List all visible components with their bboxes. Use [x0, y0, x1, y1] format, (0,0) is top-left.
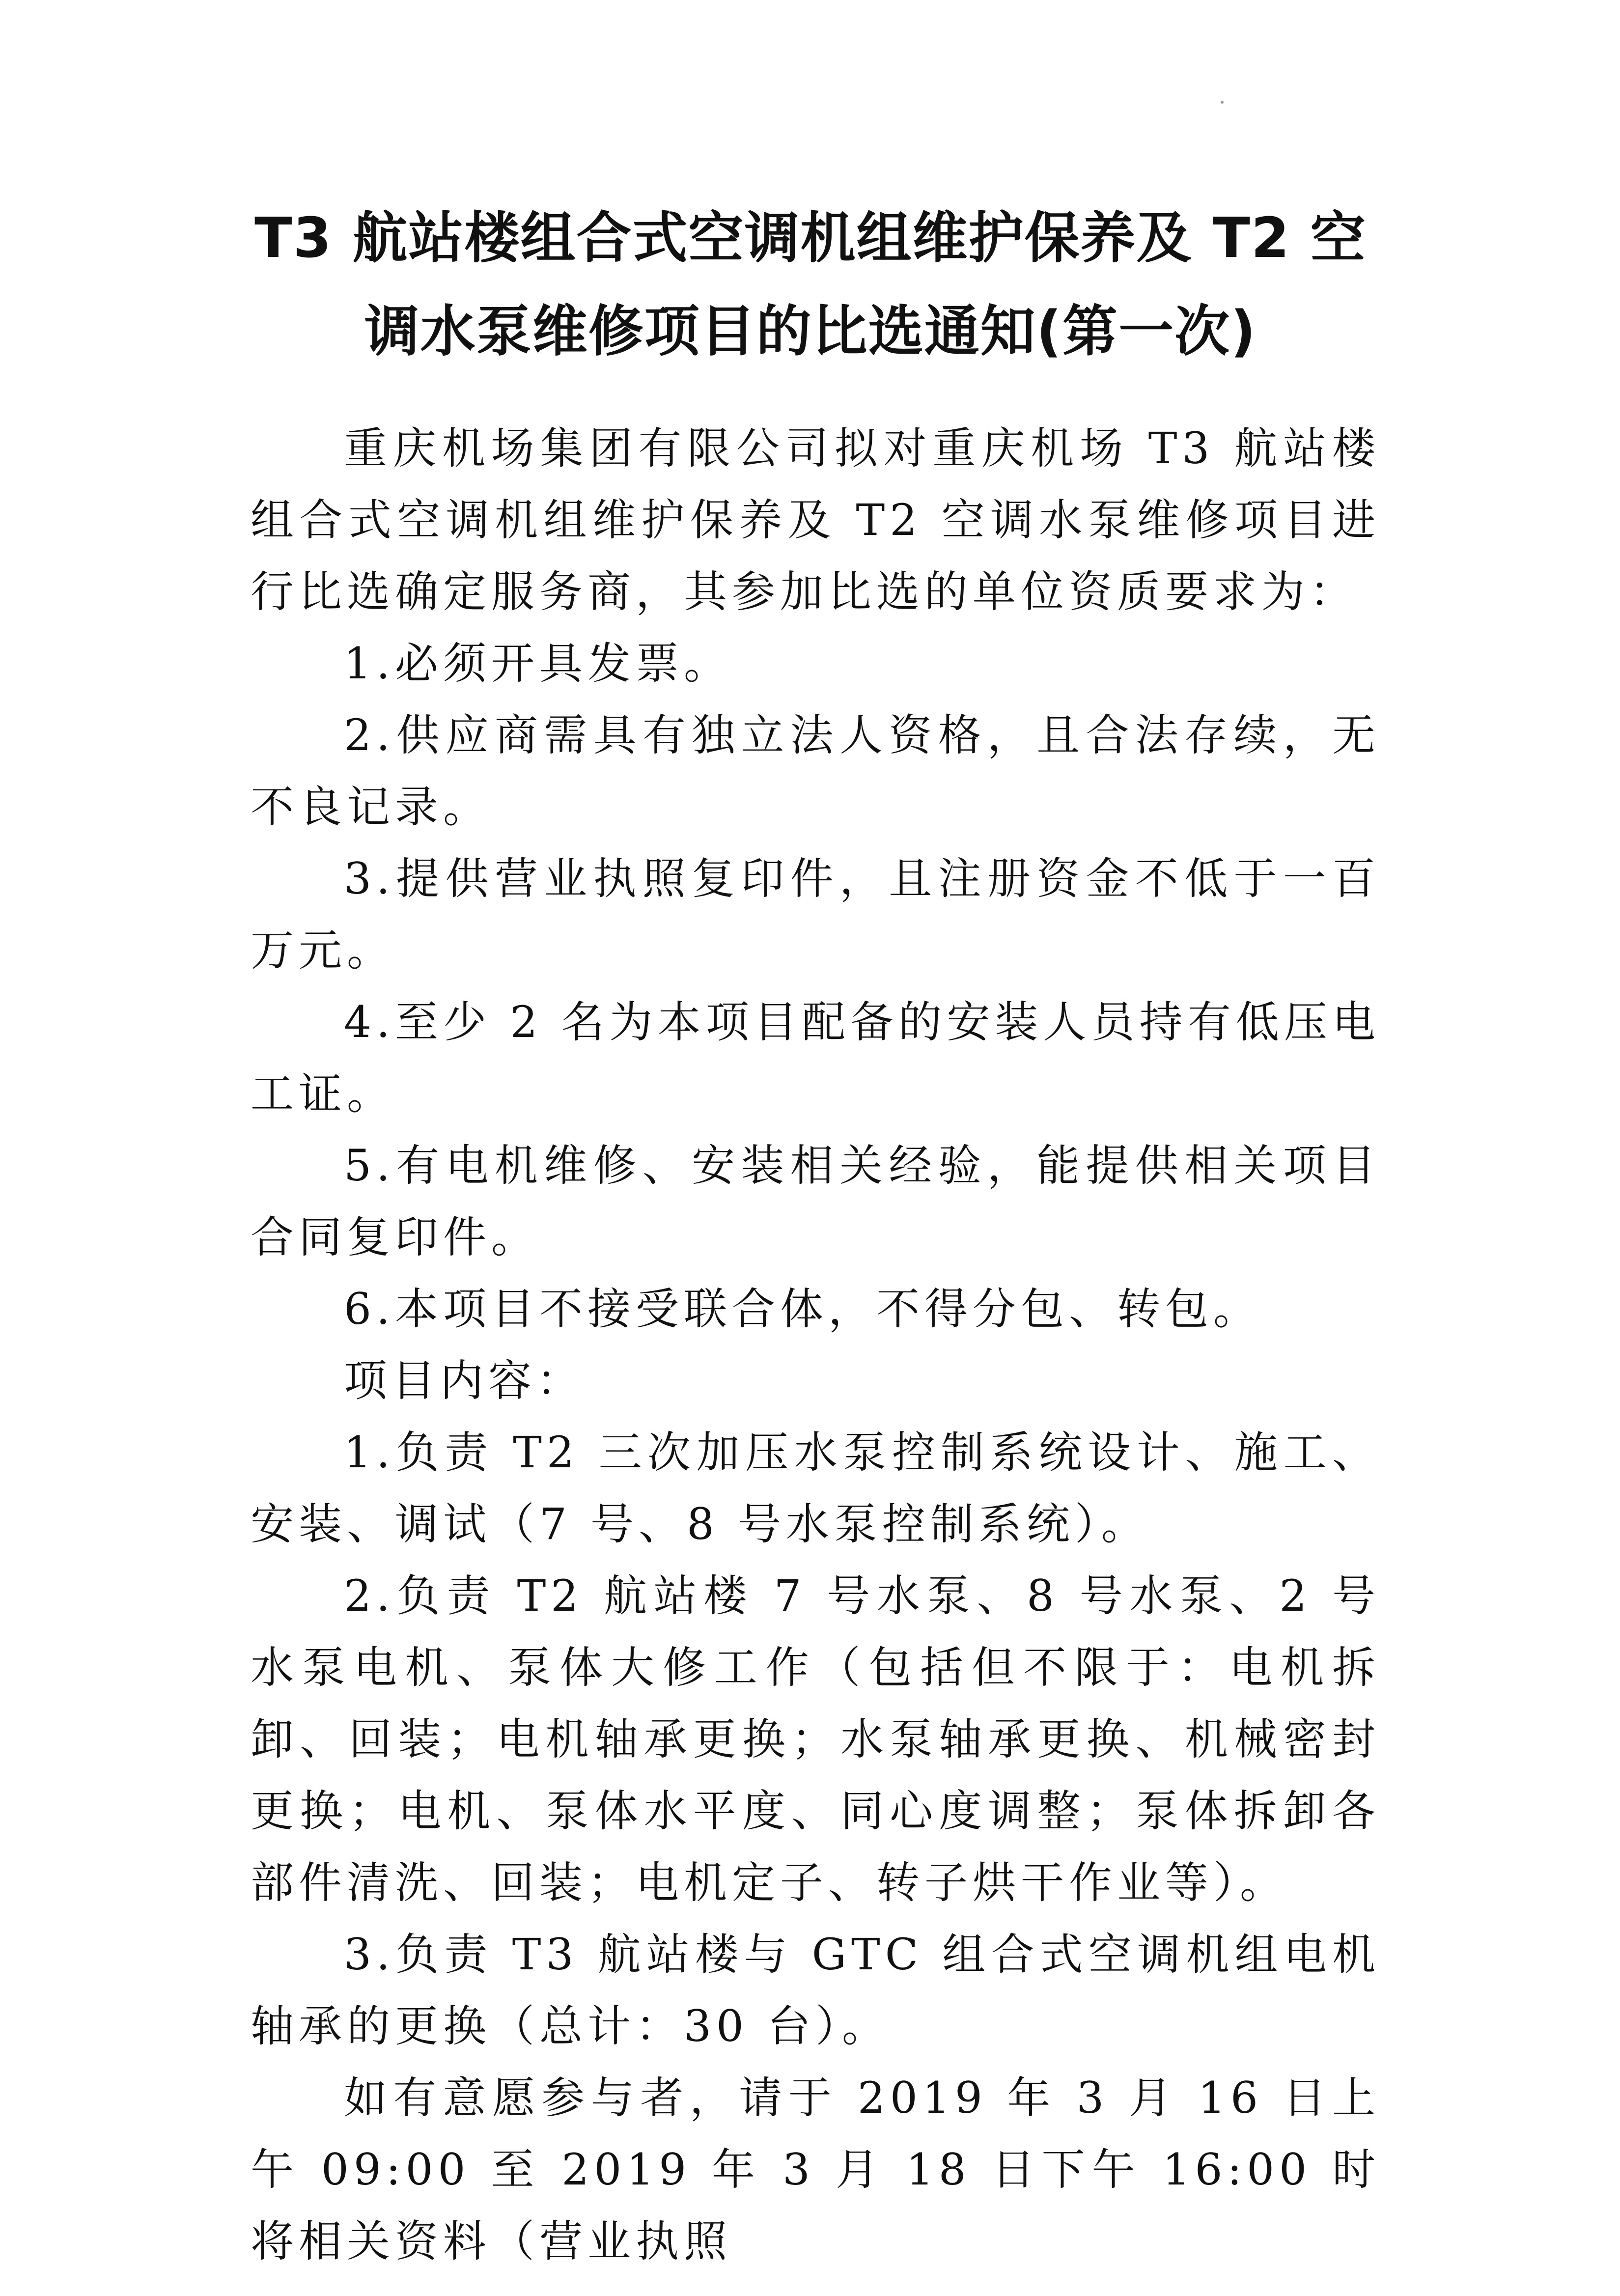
title-line-2: 调水泵维修项目的比选通知(第一次) [364, 300, 1257, 364]
scan-speck [1221, 101, 1224, 104]
document-body [251, 413, 1380, 2277]
requirement-1: 1.必须开具发票。 [344, 638, 732, 689]
requirement-5: 5.有电机维修、安装相关经验，能提供相关项目合同复印件。 [251, 1140, 1380, 1262]
closing-paragraph: 如有意愿参与者，请于 2019 年 3 月 16 日上午 09:00 至 2019 年 3 月 18 日下午 16:00 时将相关资料（营业执照 [251, 2072, 1380, 2267]
content-heading: 项目内容： [344, 1355, 585, 1406]
requirement-6: 6.本项目不接受联合体，不得分包、转包。 [344, 1284, 1261, 1334]
content-item-2: 2.负责 T2 航站楼 7 号水泵、8 号水泵、2 号水泵电机、泵体大修工作（包括但不限于：电机拆卸、回装；电机轴承更换；水泵轴承更换、机械密封更换；电机、泵体水平度、同心度调整；泵体拆卸各部件清洗、回装；电机定子、转子烘干作业等）。 [251, 1570, 1380, 1908]
document-title [206, 192, 1415, 378]
content-item-1: 1.负责 T2 三次加压水泵控制系统设计、施工、安装、调试（7 号、8 号水泵控制系统）。 [251, 1427, 1380, 1549]
requirement-4: 4.至少 2 名为本项目配备的安装人员持有低压电工证。 [251, 997, 1380, 1119]
content-item-3: 3.负责 T3 航站楼与 GTC 组合式空调机组电机轴承的更换（总计：30 台）。 [251, 1929, 1380, 2051]
requirement-3: 3.提供营业执照复印件，且注册资金不低于一百万元。 [251, 853, 1380, 976]
intro-paragraph: 重庆机场集团有限公司拟对重庆机场 T3 航站楼组合式空调机组维护保养及 T2 空调水泵维修项目进行比选确定服务商，其参加比选的单位资质要求为： [251, 423, 1380, 617]
title-line-1: T3 航站楼组合式空调机组维护保养及 T2 空 [254, 206, 1367, 270]
requirement-2: 2.供应商需具有独立法人资格，且合法存续，无不良记录。 [251, 710, 1380, 832]
